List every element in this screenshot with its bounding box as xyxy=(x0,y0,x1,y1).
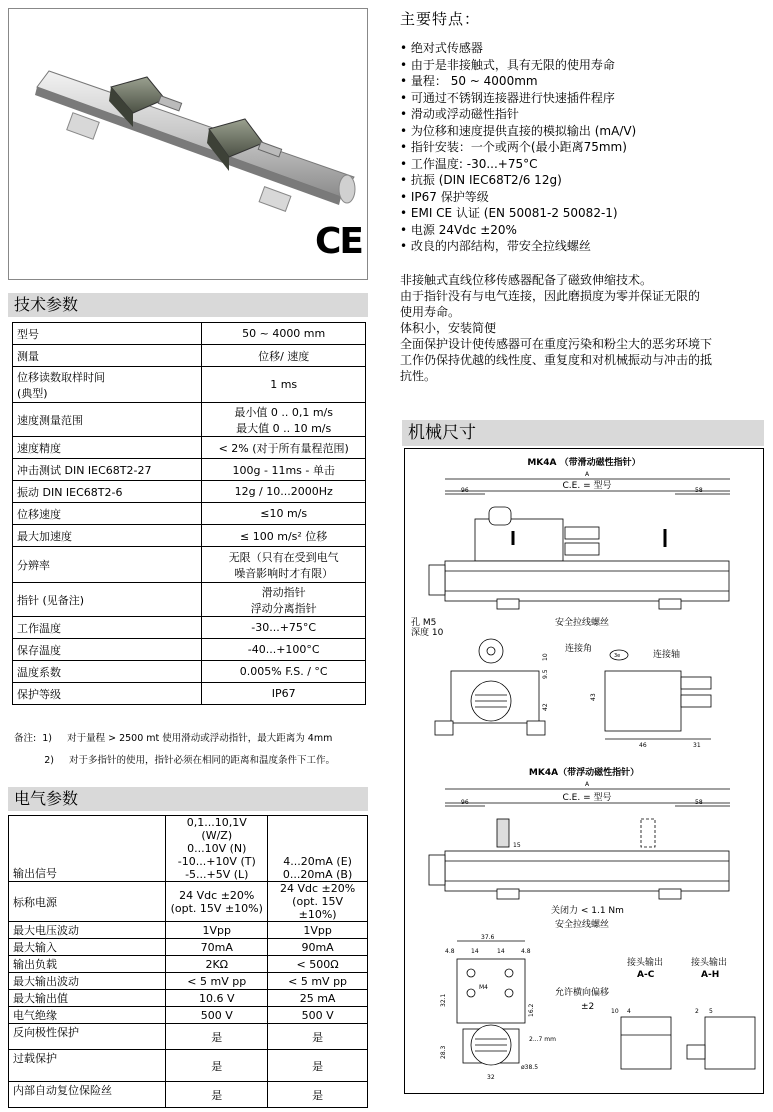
tech-label: 位移读数取样时间 (典型) xyxy=(13,367,202,403)
tech-value: < 2% (对于所有量程范围) xyxy=(202,437,366,459)
feature-item: • 可通过不锈钢连接器进行快速插件程序 xyxy=(400,90,615,105)
elec-value-v1: 2KΩ xyxy=(166,956,268,973)
dim-r3: 3e xyxy=(614,653,621,659)
features-title: 主要特点： xyxy=(400,10,481,28)
safety-label-2: 安全拉线螺丝 xyxy=(555,920,610,930)
elec-row xyxy=(9,1050,368,1082)
dim-4-8-a: 4.8 xyxy=(445,948,455,955)
tech-row xyxy=(13,367,366,403)
tech-value: 位移/ 速度 xyxy=(202,345,366,367)
tech-value: -40...+100°C xyxy=(202,639,366,661)
elec-row xyxy=(9,1082,368,1108)
ce-label-2: C.E. = 型号 xyxy=(562,793,612,803)
feature-item: • EMI CE 认证 (EN 50081-2 50082-1) xyxy=(400,206,618,220)
note-2: 2) 对于多指针的使用，指针必须在相同的距离和温度条件下工作。 xyxy=(14,755,336,766)
output-ah-label: 接头输出 xyxy=(691,958,728,968)
safety-label-1: 安全拉线螺丝 xyxy=(555,618,610,628)
elec-value-v1: 1Vpp xyxy=(166,922,268,939)
dim-14-b: 14 xyxy=(497,948,505,955)
tech-row xyxy=(13,661,366,683)
tech-value: 无限（只有在受到电气 噪音影响时才有限） xyxy=(202,547,366,583)
elec-label: 电气绝缘 xyxy=(9,1007,166,1024)
elec-row xyxy=(9,1024,368,1050)
hole-label: 孔 M5 xyxy=(411,618,437,628)
tech-value: 12g / 10...2000Hz xyxy=(202,481,366,503)
tech-row xyxy=(13,683,366,705)
elec-value-v2: 是 xyxy=(268,1024,368,1050)
ce-label-1: C.E. = 型号 xyxy=(562,481,612,491)
tech-value: -30...+75°C xyxy=(202,617,366,639)
ce-mark: CE xyxy=(315,221,363,262)
elec-label: 最大电压波动 xyxy=(9,922,166,939)
elec-label: 标称电源 xyxy=(9,882,166,922)
tech-label: 测量 xyxy=(13,345,202,367)
elec-value-v2: 25 mA xyxy=(268,990,368,1007)
tech-value: 100g - 11ms - 单击 xyxy=(202,459,366,481)
tech-row xyxy=(13,617,366,639)
elec-spec-table xyxy=(8,815,368,1108)
elec-label: 最大输入 xyxy=(9,939,166,956)
tech-label: 工作温度 xyxy=(13,617,202,639)
dim-58-2: 58 xyxy=(695,799,703,806)
mechanical-drawing xyxy=(404,448,764,1094)
tech-label: 保护等级 xyxy=(13,683,202,705)
tech-label: 振动 DIN IEC68T2-6 xyxy=(13,481,202,503)
elec-label: 过载保护 xyxy=(9,1050,166,1082)
elec-value-v2: < 500Ω xyxy=(268,956,368,973)
elec-value-v2: 4...20mA (E) 0...20mA (B) xyxy=(268,816,368,882)
elec-label: 输出信号 xyxy=(9,816,166,882)
elec-row xyxy=(9,922,368,939)
output-ac: A-C xyxy=(637,970,655,980)
tech-label: 速度精度 xyxy=(13,437,202,459)
tech-row xyxy=(13,547,366,583)
elec-label: 反向极性保护 xyxy=(9,1024,166,1050)
elec-value-v1: 是 xyxy=(166,1082,268,1108)
dim-37-6: 37.6 xyxy=(481,934,495,941)
dim-m4: M4 xyxy=(479,984,488,991)
elec-row xyxy=(9,939,368,956)
elec-value-v1: 24 Vdc ±20% (opt. 15V ±10%) xyxy=(166,882,268,922)
description-line: 工作仍保持优越的线性度、重复度和对机械振动与冲击的抵 xyxy=(400,353,713,367)
elec-value-v1: 70mA xyxy=(166,939,268,956)
elec-value-v2: < 5 mV pp xyxy=(268,973,368,990)
tech-label: 位移速度 xyxy=(13,503,202,525)
dim-a-2: A xyxy=(584,781,590,788)
tech-value: IP67 xyxy=(202,683,366,705)
tech-value: 滑动指针 浮动分离指针 xyxy=(202,583,366,617)
feature-item: • 改良的内部结构，带安全拉线螺丝 xyxy=(400,239,591,253)
description-line: 非接触式直线位移传感器配备了磁致伸缩技术。 xyxy=(400,273,653,287)
feature-item: • 抗振 (DIN IEC68T2/6 12g) xyxy=(400,173,562,187)
tech-spec-table xyxy=(12,322,366,705)
feature-item: • 滑动或浮动磁性指针 xyxy=(400,107,519,121)
elec-label: 内部自动复位保险丝 xyxy=(9,1082,166,1108)
product-description xyxy=(400,272,745,384)
elec-row xyxy=(9,816,368,882)
elec-row xyxy=(9,882,368,922)
description-line: 抗性。 xyxy=(400,369,437,383)
tech-label: 指针 (见备注) xyxy=(13,583,202,617)
feature-item: • 电源 24Vdc ±20% xyxy=(400,222,517,237)
tech-label: 分辨率 xyxy=(13,547,202,583)
tech-label: 温度系数 xyxy=(13,661,202,683)
elec-value-v1: 是 xyxy=(166,1024,268,1050)
dim-2-7: 2...7 mm xyxy=(529,1036,556,1043)
dim-32: 32 xyxy=(487,1074,495,1081)
elec-value-v2: 是 xyxy=(268,1050,368,1082)
dim-32-1: 32.1 xyxy=(440,993,447,1007)
connect-axis-label: 连接轴 xyxy=(653,650,681,660)
note-1: 备注: 1) 对于量程 > 2500 mt 使用滑动或浮动指针，最大距离为 4mm xyxy=(14,733,333,744)
tech-value: 50 ~ 4000 mm xyxy=(202,323,366,345)
elec-row xyxy=(9,973,368,990)
tech-value: 最小值 0 .. 0,1 m/s 最大值 0 .. 10 m/s xyxy=(202,403,366,437)
dim-46: 46 xyxy=(639,742,647,749)
output-ac-label: 接头输出 xyxy=(627,958,664,968)
feature-item: • 工作温度: -30...+75°C xyxy=(400,156,538,171)
dim-a-1: A xyxy=(584,471,590,478)
elec-label: 输出负载 xyxy=(9,956,166,973)
tech-row xyxy=(13,345,366,367)
description-line: 由于指针没有与电气连接，因此磨损度为零并保证无限的 xyxy=(400,289,701,303)
elec-value-v2: 500 V xyxy=(268,1007,368,1024)
dim-4-8-b: 4.8 xyxy=(521,948,531,955)
elec-value-v2: 24 Vdc ±20% (opt. 15V ±10%) xyxy=(268,882,368,922)
tech-row xyxy=(13,437,366,459)
dim-31: 31 xyxy=(693,742,701,749)
dim-96-1: 96 xyxy=(461,487,469,494)
elec-label: 最大输出波动 xyxy=(9,973,166,990)
tech-label: 保存温度 xyxy=(13,639,202,661)
description-line: 全面保护设计使传感器可在重度污染和粉尘大的恶劣环境下 xyxy=(400,337,713,351)
tech-value: 1 ms xyxy=(202,367,366,403)
tech-label: 冲击测试 DIN IEC68T2-27 xyxy=(13,459,202,481)
tech-label: 最大加速度 xyxy=(13,525,202,547)
drawing1-title: MK4A （带滑动磁性指针） xyxy=(527,458,641,468)
dim-2: 2 xyxy=(695,1008,699,1015)
tech-row xyxy=(13,583,366,617)
elec-value-v2: 1Vpp xyxy=(268,922,368,939)
feature-item: • 绝对式传感器 xyxy=(400,41,483,55)
mech-section-title: 机械尺寸 xyxy=(402,420,764,446)
output-ah: A-H xyxy=(701,970,720,980)
tech-row xyxy=(13,503,366,525)
tech-row xyxy=(13,525,366,547)
offset-label: 允许横向偏移 xyxy=(555,988,610,998)
tech-value: ≤ 100 m/s² 位移 xyxy=(202,525,366,547)
tech-row xyxy=(13,639,366,661)
tech-row xyxy=(13,481,366,503)
elec-row xyxy=(9,956,368,973)
product-photo xyxy=(8,8,368,280)
elec-value-v2: 90mA xyxy=(268,939,368,956)
tech-label: 速度测量范围 xyxy=(13,403,202,437)
elec-section-title: 电气参数 xyxy=(8,787,368,811)
dim-4: 4 xyxy=(627,1008,631,1015)
tech-label: 型号 xyxy=(13,323,202,345)
feature-item: • 由于是非接触式，具有无限的使用寿命 xyxy=(400,57,615,72)
elec-value-v1: 10.6 V xyxy=(166,990,268,1007)
elec-label: 最大输出值 xyxy=(9,990,166,1007)
depth-label: 深度 10 xyxy=(411,628,444,638)
dim-43: 43 xyxy=(590,693,597,701)
tech-row xyxy=(13,403,366,437)
dim-28-3: 28.3 xyxy=(440,1045,447,1059)
tech-row xyxy=(13,323,366,345)
dim-58-1: 58 xyxy=(695,487,703,494)
dim-16-2: 16.2 xyxy=(528,1003,535,1017)
features-list xyxy=(400,40,770,255)
dim-9-5: 9.5 xyxy=(542,669,549,679)
description-line: 体积小，安装简便 xyxy=(400,321,497,335)
dim-d38: ø38.5 xyxy=(521,1064,539,1071)
tech-value: ≤10 m/s xyxy=(202,503,366,525)
dim-5: 5 xyxy=(709,1008,713,1015)
dim-10-b: 10 xyxy=(611,1008,619,1015)
elec-value-v1: 是 xyxy=(166,1050,268,1082)
dim-14-a: 14 xyxy=(471,948,479,955)
offset-value: ±2 xyxy=(581,1002,595,1012)
feature-item: • 为位移和速度提供直接的模拟输出 (mA/V) xyxy=(400,123,637,138)
feature-item: • 量程： 50 ~ 4000mm xyxy=(400,74,538,88)
tech-row xyxy=(13,459,366,481)
dim-15: 15 xyxy=(513,842,521,849)
tech-value: 0.005% F.S. / °C xyxy=(202,661,366,683)
dim-10: 10 xyxy=(542,653,549,661)
feature-item: • 指针安装：一个或两个(最小距离75mm) xyxy=(400,140,627,154)
connect-angle-label: 连接角 xyxy=(565,644,593,654)
sensor-illustration xyxy=(9,9,367,279)
feature-item: • IP67 保护等级 xyxy=(400,189,489,204)
dim-96-2: 96 xyxy=(461,799,469,806)
elec-value-v2: 是 xyxy=(268,1082,368,1108)
description-line: 使用寿命。 xyxy=(400,305,461,319)
tech-notes xyxy=(14,728,335,772)
elec-value-v1: 0,1...10,1V (W/Z) 0...10V (N) -10...+10V (T) -5...+5V (L) xyxy=(166,816,268,882)
elec-row xyxy=(9,1007,368,1024)
elec-value-v1: 500 V xyxy=(166,1007,268,1024)
elec-value-v1: < 5 mV pp xyxy=(166,973,268,990)
drawing2-title: MK4A（带浮动磁性指针） xyxy=(528,768,640,778)
dim-42: 42 xyxy=(542,703,549,711)
tech-section-title: 技术参数 xyxy=(8,293,368,317)
elec-row xyxy=(9,990,368,1007)
torque-label: 关闭力 < 1.1 Nm xyxy=(551,906,624,916)
